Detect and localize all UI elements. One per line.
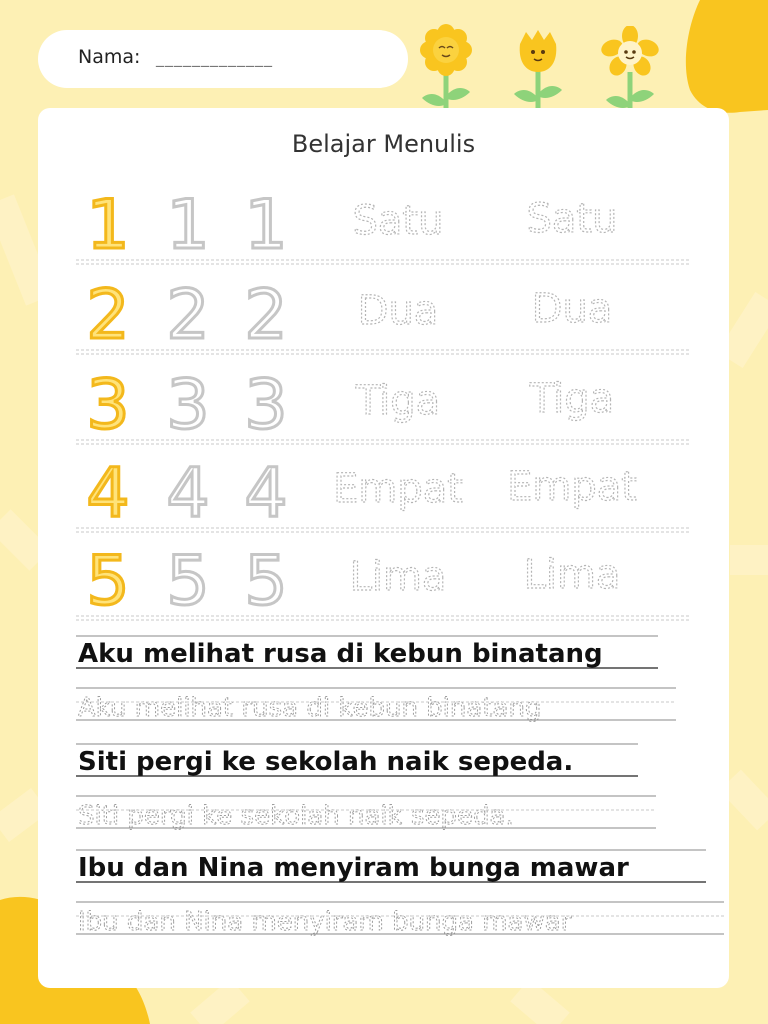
digit-trace: 2 xyxy=(166,276,210,355)
word-trace: Tiga xyxy=(529,376,615,422)
word-trace: Satu xyxy=(352,198,444,244)
sentence-trace: Aku melihat rusa di kebun binatang xyxy=(78,693,542,723)
flower-icon xyxy=(600,26,660,118)
word-trace: Satu xyxy=(526,196,618,242)
number-row xyxy=(76,186,690,265)
worksheet-title: Belajar Menulis xyxy=(291,130,476,158)
sentence-row xyxy=(76,744,656,831)
digit-solid: 5 xyxy=(86,542,130,621)
digit-solid: 3 xyxy=(86,366,130,445)
worksheet-card xyxy=(38,108,729,988)
sentence-solid: Ibu dan Nina menyiram bunga mawar xyxy=(78,853,629,883)
number-row xyxy=(76,542,690,621)
word-trace: Dua xyxy=(357,288,439,334)
sentence-row xyxy=(76,636,676,723)
sunflower-icon xyxy=(416,24,476,118)
digit-trace: 3 xyxy=(244,366,288,445)
name-label: Nama: xyxy=(78,46,141,68)
number-row xyxy=(76,366,690,445)
name-field[interactable] xyxy=(38,30,408,88)
word-trace: Empat xyxy=(333,466,463,512)
digit-trace: 5 xyxy=(244,542,288,621)
sentence-row xyxy=(76,850,724,937)
digit-trace: 2 xyxy=(244,276,288,355)
digit-solid: 2 xyxy=(86,276,130,355)
digit-trace: 5 xyxy=(166,542,210,621)
digit-trace: 1 xyxy=(166,186,210,265)
number-row xyxy=(76,454,690,533)
name-blank-line: _____________ xyxy=(156,48,273,67)
word-trace: Tiga xyxy=(355,378,441,424)
number-row xyxy=(76,276,690,355)
sentence-solid: Aku melihat rusa di kebun binatang xyxy=(78,639,603,669)
digit-trace: 1 xyxy=(244,186,288,265)
digit-solid: 4 xyxy=(86,454,130,533)
sentence-solid: Siti pergi ke sekolah naik sepeda. xyxy=(78,747,574,777)
flower-icon xyxy=(510,28,566,112)
digit-trace: 4 xyxy=(166,454,210,533)
digit-trace: 4 xyxy=(244,454,288,533)
sentence-trace: Siti pergi ke sekolah naik sepeda. xyxy=(78,801,514,831)
corner-blob-top-right xyxy=(686,0,768,113)
tracing-area xyxy=(38,108,729,988)
word-trace: Dua xyxy=(531,286,613,332)
word-trace: Empat xyxy=(507,464,637,510)
digit-solid: 1 xyxy=(86,186,130,265)
digit-trace: 3 xyxy=(166,366,210,445)
word-trace: Lima xyxy=(349,554,447,600)
sentence-trace: Ibu dan Nina menyiram bunga mawar xyxy=(78,907,572,937)
word-trace: Lima xyxy=(523,552,621,598)
